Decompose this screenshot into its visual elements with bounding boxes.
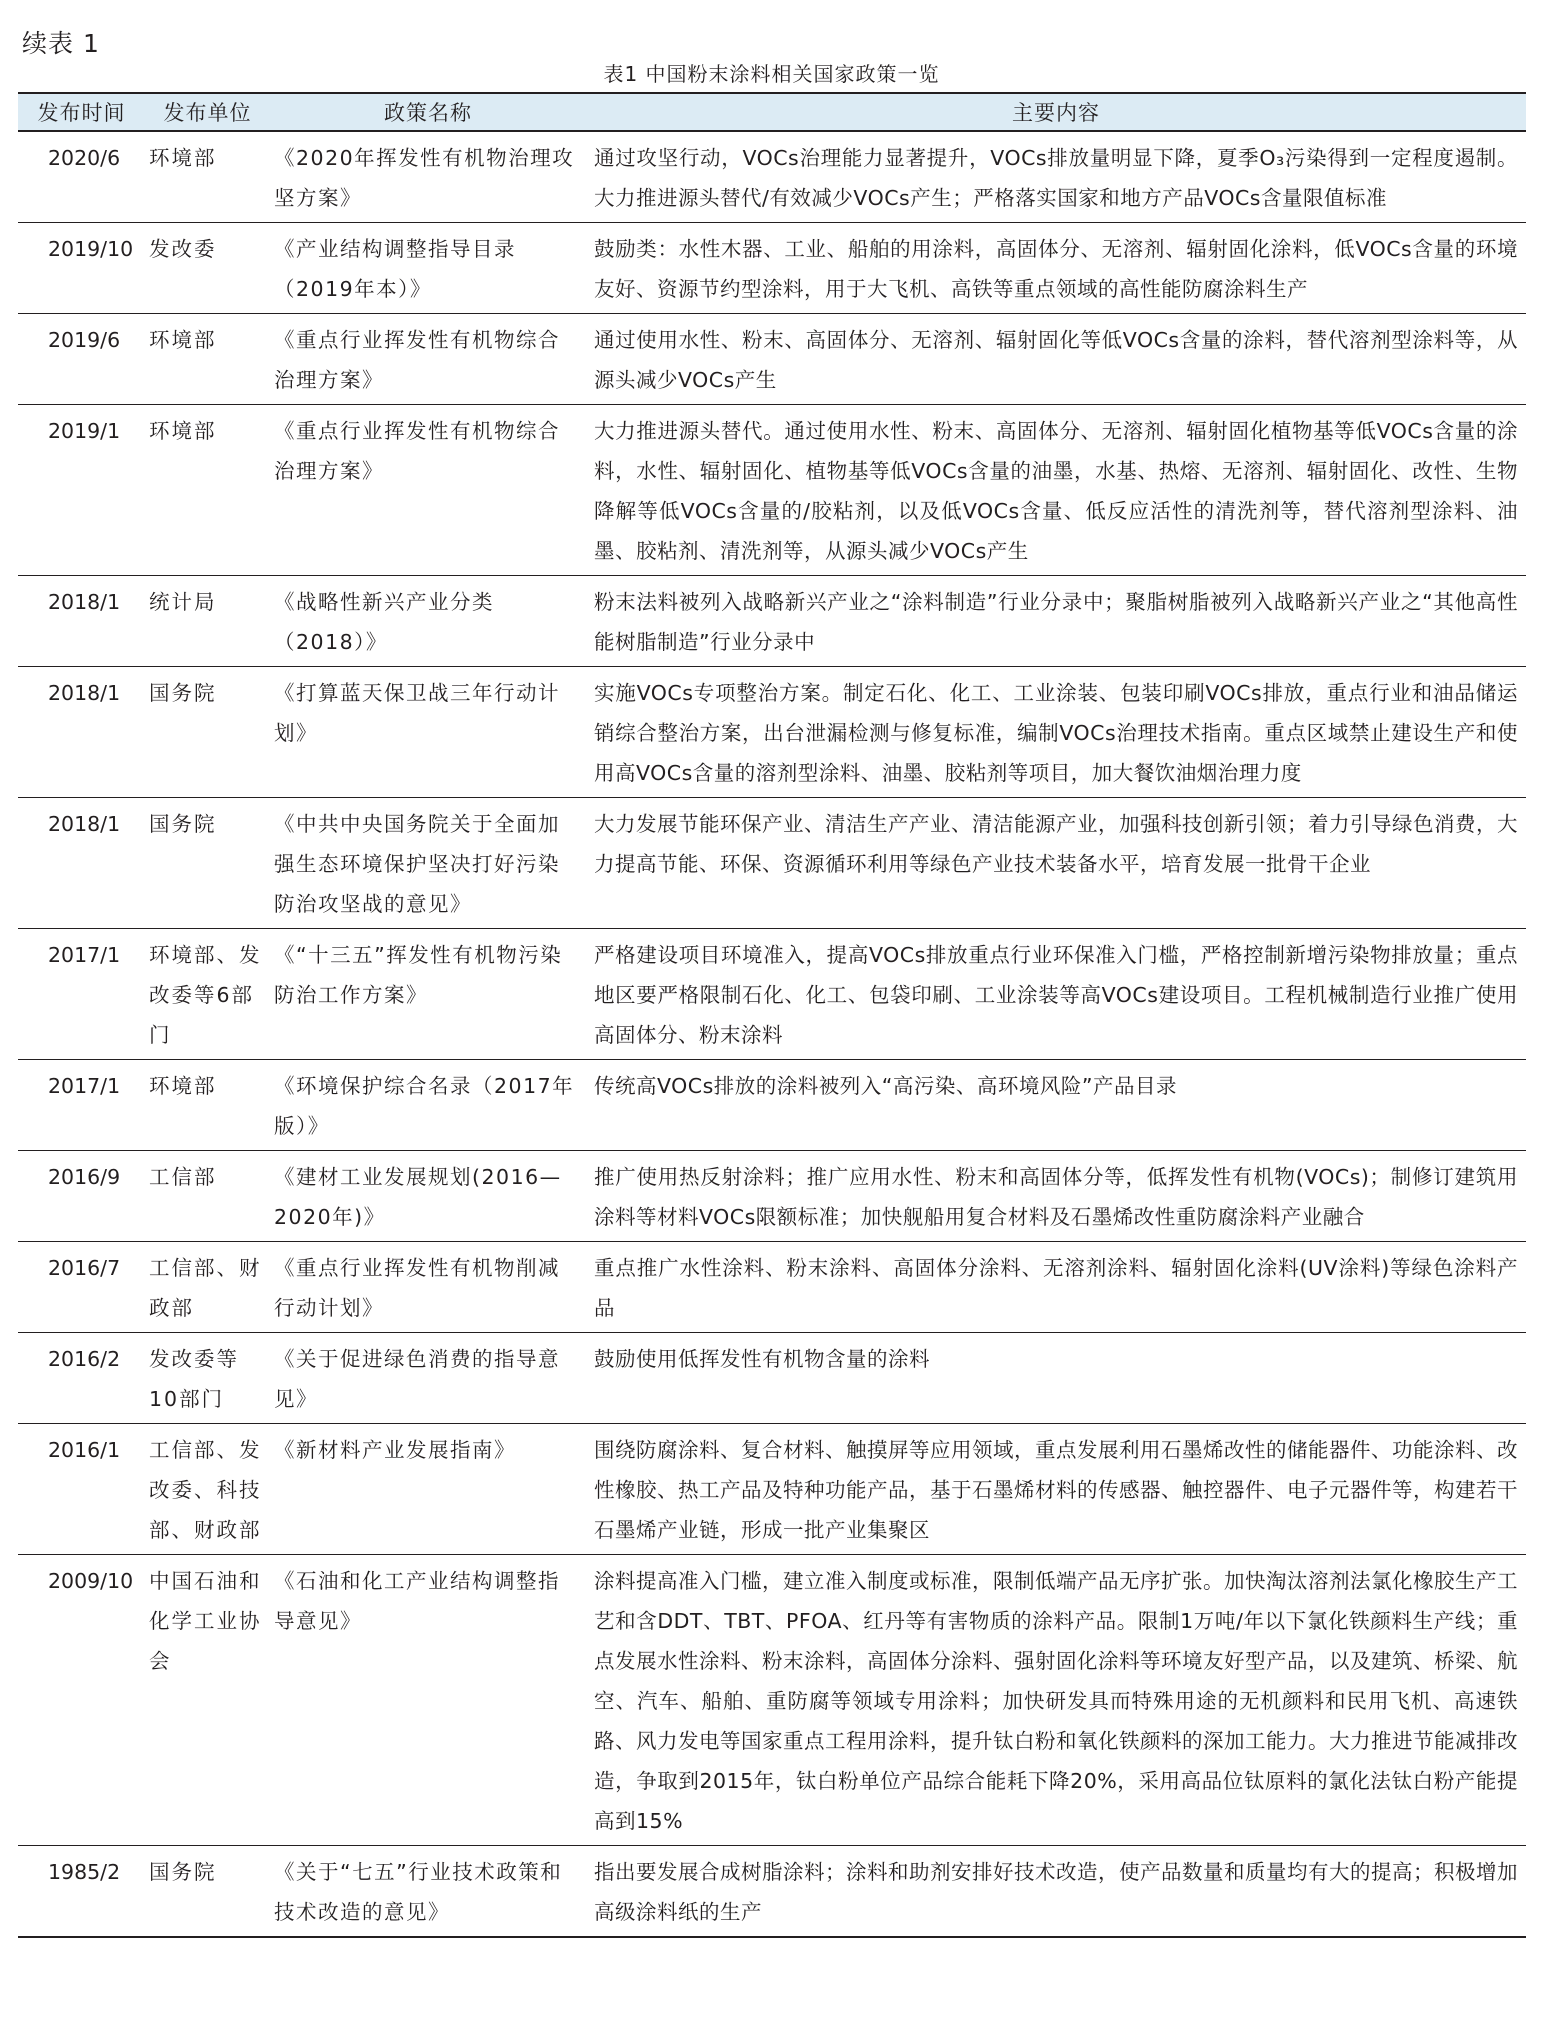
cell-date: 2018/1 [18,667,145,798]
header-unit: 发布单位 [145,93,270,131]
cell-date: 2020/6 [18,131,145,223]
cell-policy: 《新材料产业发展指南》 [270,1424,586,1555]
table-row [18,1555,1526,1846]
cell-date: 2018/1 [18,798,145,929]
cell-content: 涂料提高准入门槛，建立准入制度或标准，限制低端产品无序扩张。加快淘汰溶剂法氯化橡胶生产工艺和含DDT、TBT、PFOA、红丹等有害物质的涂料产品。限制1万吨/年以下氯化铁颜料生产线；重点发展水性涂料、粉末涂料，高固体分涂料、强射固化涂料等环境友好型产品，以及建筑、桥梁、航空、汽车、船舶、重防腐等领域专用涂料；加快研发具而特殊用途的无机颜料和民用飞机、高速铁路、风力发电等国家重点工程用涂料，提升钛白粉和氧化铁颜料的深加工能力。大力推进节能减排改造，争取到2015年，钛白粉单位产品综合能耗下降20%，采用高品位钛原料的氯化法钛白粉产能提高到15% [586,1555,1526,1846]
continued-table-label: 续表 1 [22,29,100,58]
table-row [18,223,1526,314]
header-content: 主要内容 [586,93,1526,131]
table-row [18,1846,1526,1938]
cell-content: 传统高VOCs排放的涂料被列入“高污染、高环境风险”产品目录 [586,1060,1526,1151]
header-policy: 政策名称 [270,93,586,131]
table-row [18,131,1526,223]
table-row [18,1242,1526,1333]
cell-date: 2019/1 [18,405,145,576]
cell-policy: 《打算蓝天保卫战三年行动计划》 [270,667,586,798]
table-row [18,1424,1526,1555]
table-header-row [18,93,1526,131]
cell-policy: 《2020年挥发性有机物治理攻坚方案》 [270,131,586,223]
cell-content: 推广使用热反射涂料；推广应用水性、粉末和高固体分等，低挥发性有机物(VOCs)；制修订建筑用涂料等材料VOCs限额标准；加快舰船用复合材料及石墨烯改性重防腐涂料产业融合 [586,1151,1526,1242]
table-body [18,131,1526,1937]
cell-date: 2019/6 [18,314,145,405]
cell-date: 2009/10 [18,1555,145,1846]
cell-policy: 《环境保护综合名录（2017年版）》 [270,1060,586,1151]
cell-policy: 《重点行业挥发性有机物削减行动计划》 [270,1242,586,1333]
cell-unit: 国务院 [145,667,270,798]
cell-policy: 《建材工业发展规划(2016—2020年)》 [270,1151,586,1242]
cell-policy: 《关于促进绿色消费的指导意见》 [270,1333,586,1424]
cell-unit: 环境部 [145,1060,270,1151]
cell-content: 大力推进源头替代。通过使用水性、粉末、高固体分、无溶剂、辐射固化植物基等低VOCs含量的涂料，水性、辐射固化、植物基等低VOCs含量的油墨，水基、热熔、无溶剂、辐射固化、改性、生物降解等低VOCs含量的/胶粘剂，以及低VOCs含量、低反应活性的清洗剂等，替代溶剂型涂料、油墨、胶粘剂、清洗剂等，从源头减少VOCs产生 [586,405,1526,576]
table-row [18,1060,1526,1151]
cell-unit: 工信部、财政部 [145,1242,270,1333]
cell-date: 2017/1 [18,1060,145,1151]
cell-content: 大力发展节能环保产业、清洁生产产业、清洁能源产业，加强科技创新引领；着力引导绿色消费，大力提高节能、环保、资源循环利用等绿色产业技术装备水平，培育发展一批骨干企业 [586,798,1526,929]
cell-date: 2016/1 [18,1424,145,1555]
cell-policy: 《战略性新兴产业分类（2018）》 [270,576,586,667]
cell-content: 鼓励类：水性木器、工业、船舶的用涂料，高固体分、无溶剂、辐射固化涂料，低VOCs含量的环境友好、资源节约型涂料，用于大飞机、高铁等重点领域的高性能防腐涂料生产 [586,223,1526,314]
table-row [18,1333,1526,1424]
cell-unit: 国务院 [145,1846,270,1938]
cell-date: 2016/7 [18,1242,145,1333]
table-row [18,667,1526,798]
table-row [18,405,1526,576]
cell-policy: 《产业结构调整指导目录（2019年本）》 [270,223,586,314]
cell-content: 严格建设项目环境准入，提高VOCs排放重点行业环保准入门槛，严格控制新增污染物排放量；重点地区要严格限制石化、化工、包袋印刷、工业涂装等高VOCs建设项目。工程机械制造行业推广使用高固体分、粉末涂料 [586,929,1526,1060]
cell-policy: 《中共中央国务院关于全面加强生态环境保护坚决打好污染防治攻坚战的意见》 [270,798,586,929]
cell-unit: 环境部 [145,131,270,223]
table-row [18,576,1526,667]
cell-content: 指出要发展合成树脂涂料；涂料和助剂安排好技术改造，使产品数量和质量均有大的提高；积极增加高级涂料纸的生产 [586,1846,1526,1938]
cell-content: 重点推广水性涂料、粉末涂料、高固体分涂料、无溶剂涂料、辐射固化涂料(UV涂料)等绿色涂料产品 [586,1242,1526,1333]
cell-content: 通过使用水性、粉末、高固体分、无溶剂、辐射固化等低VOCs含量的涂料，替代溶剂型涂料等，从源头减少VOCs产生 [586,314,1526,405]
cell-content: 鼓励使用低挥发性有机物含量的涂料 [586,1333,1526,1424]
table-row [18,798,1526,929]
cell-policy: 《石油和化工产业结构调整指导意见》 [270,1555,586,1846]
cell-policy: 《关于“七五”行业技术政策和技术改造的意见》 [270,1846,586,1938]
cell-unit: 工信部 [145,1151,270,1242]
cell-policy: 《“十三五”挥发性有机物污染防治工作方案》 [270,929,586,1060]
cell-unit: 工信部、发改委、科技部、财政部 [145,1424,270,1555]
cell-date: 2019/10 [18,223,145,314]
cell-date: 2016/2 [18,1333,145,1424]
cell-unit: 环境部、发改委等6部门 [145,929,270,1060]
cell-unit: 环境部 [145,314,270,405]
cell-date: 1985/2 [18,1846,145,1938]
cell-content: 围绕防腐涂料、复合材料、触摸屏等应用领域，重点发展利用石墨烯改性的储能器件、功能涂料、改性橡胶、热工产品及特种功能产品，基于石墨烯材料的传感器、触控器件、电子元器件等，构建若干石墨烯产业链，形成一批产业集聚区 [586,1424,1526,1555]
cell-date: 2017/1 [18,929,145,1060]
cell-policy: 《重点行业挥发性有机物综合治理方案》 [270,405,586,576]
table-row [18,1151,1526,1242]
policy-table [18,92,1526,1938]
cell-unit: 环境部 [145,405,270,576]
cell-unit: 国务院 [145,798,270,929]
table-row [18,314,1526,405]
cell-unit: 发改委等10部门 [145,1333,270,1424]
cell-content: 通过攻坚行动，VOCs治理能力显著提升，VOCs排放量明显下降，夏季O₃污染得到一定程度遏制。大力推进源头替代/有效减少VOCs产生；严格落实国家和地方产品VOCs含量限值标准 [586,131,1526,223]
cell-unit: 中国石油和化学工业协会 [145,1555,270,1846]
table-caption: 表1 中国粉末涂料相关国家政策一览 [603,62,940,86]
table-row [18,929,1526,1060]
cell-date: 2018/1 [18,576,145,667]
cell-content: 实施VOCs专项整治方案。制定石化、化工、工业涂装、包装印刷VOCs排放，重点行业和油品储运销综合整治方案，出台泄漏检测与修复标准，编制VOCs治理技术指南。重点区域禁止建设生产和使用高VOCs含量的溶剂型涂料、油墨、胶粘剂等项目，加大餐饮油烟治理力度 [586,667,1526,798]
cell-unit: 发改委 [145,223,270,314]
cell-policy: 《重点行业挥发性有机物综合治理方案》 [270,314,586,405]
cell-date: 2016/9 [18,1151,145,1242]
cell-content: 粉末法料被列入战略新兴产业之“涂料制造”行业分录中；聚脂树脂被列入战略新兴产业之“其他高性能树脂制造”行业分录中 [586,576,1526,667]
cell-unit: 统计局 [145,576,270,667]
header-date: 发布时间 [18,93,145,131]
